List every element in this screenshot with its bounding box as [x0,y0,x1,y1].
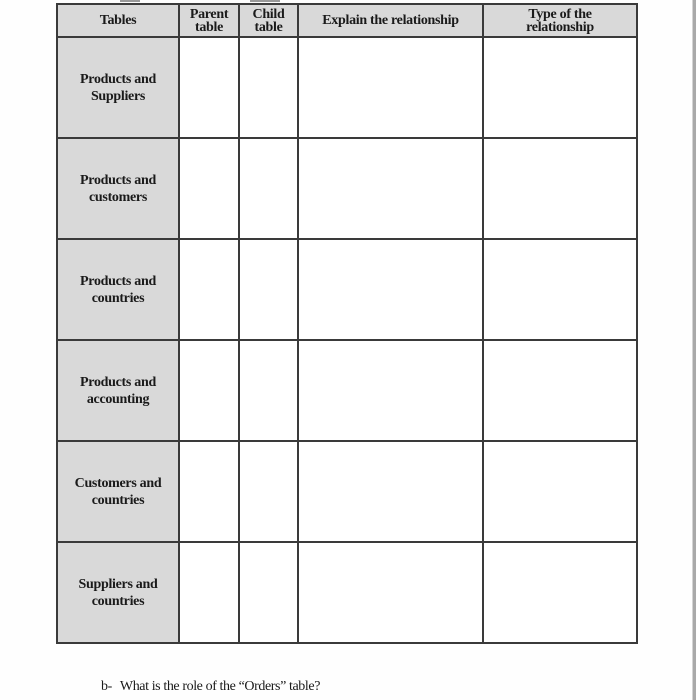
type-cell[interactable] [483,138,637,239]
row-label-products-countries: Products and countries [57,239,179,340]
row-label-customers-countries: Customers and countries [57,441,179,542]
parent-table-cell[interactable] [179,441,239,542]
table-row [57,239,637,340]
table-row [57,542,637,643]
explain-cell[interactable] [298,340,483,441]
cut-text-fragment [120,0,140,2]
table-header-row [57,4,637,37]
row-label-products-customers: Products and customers [57,138,179,239]
cut-text-fragment [250,0,280,2]
child-table-cell[interactable] [239,542,298,643]
parent-table-cell[interactable] [179,239,239,340]
header-parent-table: Parent table [179,4,239,37]
explain-cell[interactable] [298,37,483,138]
child-table-cell[interactable] [239,239,298,340]
row-label-suppliers-countries: Suppliers and countries [57,542,179,643]
type-cell[interactable] [483,441,637,542]
type-cell[interactable] [483,542,637,643]
explain-cell[interactable] [298,138,483,239]
table-row [57,340,637,441]
type-cell[interactable] [483,239,637,340]
question-b [101,679,320,695]
child-table-cell[interactable] [239,37,298,138]
row-label-products-accounting: Products and accounting [57,340,179,441]
child-table-cell[interactable] [239,340,298,441]
child-table-cell[interactable] [239,138,298,239]
header-tables: Tables [57,4,179,37]
row-label-products-suppliers: Products and Suppliers [57,37,179,138]
table-row [57,37,637,138]
parent-table-cell[interactable] [179,37,239,138]
header-child-table: Child table [239,4,298,37]
explain-cell[interactable] [298,239,483,340]
question-marker: b- [101,679,112,694]
type-cell[interactable] [483,340,637,441]
parent-table-cell[interactable] [179,138,239,239]
explain-cell[interactable] [298,542,483,643]
table-row [57,138,637,239]
type-cell[interactable] [483,37,637,138]
header-explain-relationship: Explain the relationship [298,4,483,37]
header-type-of-relationship: Type of the relationship [483,4,637,37]
page-edge-shadow [692,0,696,700]
question-text: What is the role of the “Orders” table? [119,679,321,694]
parent-table-cell[interactable] [179,340,239,441]
table-row [57,441,637,542]
relationships-table [56,3,638,644]
parent-table-cell[interactable] [179,542,239,643]
explain-cell[interactable] [298,441,483,542]
cut-off-text-line [120,696,400,700]
child-table-cell[interactable] [239,441,298,542]
